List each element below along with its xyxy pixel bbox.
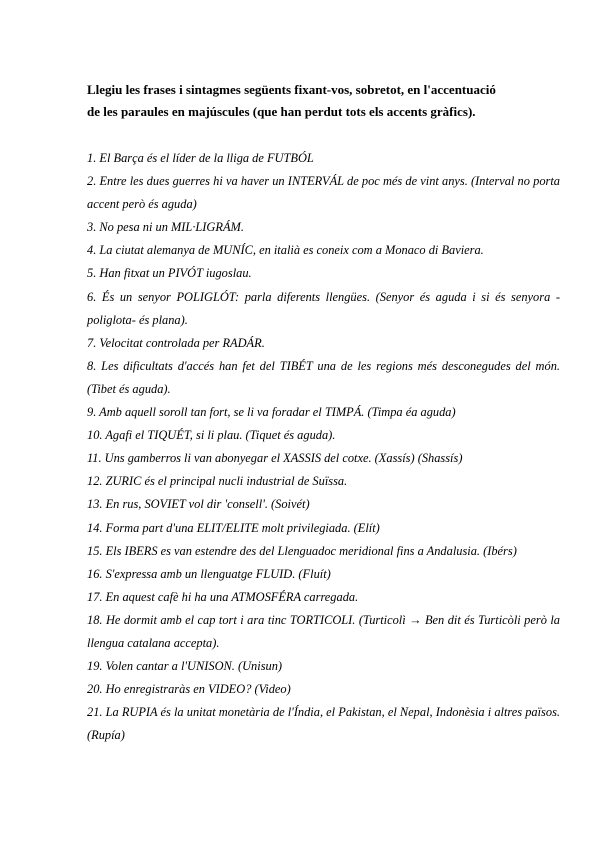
instructions-line-2: de les paraules en majúscules (que han perdut tots els accents gràfics). — [87, 104, 476, 119]
exercise-item-14: 14. Forma part d'una ELIT/ELITE molt privilegiada. (Elít) — [87, 520, 380, 535]
exercise-item-8: 8. Les dificultats d'accés han fet del TIBÉT una de les regions més desconegudes del món. (Tibet és aguda). — [87, 358, 560, 396]
exercise-item-13: 13. En rus, SOVIET vol dir 'consell'. (Soivét) — [87, 497, 310, 512]
exercise-item-12: 12. ZURIC és el principal nucli industrial de Suïssa. — [87, 474, 348, 489]
exercise-item-20: 20. Ho enregistraràs en VIDEO? (Video) — [87, 682, 291, 697]
exercise-item-10: 10. Agafi el TIQUÉT, si li plau. (Tiquet és aguda). — [87, 428, 336, 443]
exercise-item-15: 15. Els IBERS es van estendre des del Llenguadoc meridional fins a Andalusia. (Ibérs) — [87, 543, 517, 558]
exercise-item-19: 19. Volen cantar a l'UNISON. (Unisun) — [87, 659, 283, 674]
exercise-item-3: 3. No pesa ni un MIL·LIGRÁM. — [87, 220, 244, 235]
exercise-item-9: 9. Amb aquell soroll tan fort, se li va foradar el TIMPÁ. (Timpa éa aguda) — [87, 405, 456, 420]
exercise-list — [87, 147, 560, 747]
exercise-item-6: 6. És un senyor POLIGLÓT: parla diferents llengües. (Senyor és aguda i si és senyora -poliglota- és plana). — [87, 289, 560, 327]
exercise-item-1: 1. El Barça és el líder de la lliga de FUTBÓL — [87, 151, 314, 165]
exercise-item-7: 7. Velocitat controlada per RADÁR. — [87, 335, 265, 350]
exercise-item-2: 2. Entre les dues guerres hi va haver un INTERVÁL de poc més de vint anys. (Interval no porta accent però és aguda) — [87, 174, 560, 212]
exercise-item-21: 21. La RUPIA és la unitat monetària de l'Índia, el Pakistan, el Nepal, Indonèsia i altres països. (Rupía) — [87, 705, 560, 743]
instructions-line-1: Llegiu les frases i sintagmes següents fixant-vos, sobretot, en l'accentuació — [87, 82, 496, 97]
instructions-heading — [87, 79, 557, 123]
exercise-item-5: 5. Han fitxat un PIVÓT iugoslau. — [87, 266, 252, 281]
exercise-item-17: 17. En aquest cafè hi ha una ATMOSFÉRA carregada. — [87, 589, 359, 604]
exercise-item-18: 18. He dormit amb el cap tort i ara tinc TORTICOLI. (Turticolì → Ben dit és Turticòli però la llengua catalana accepta). — [87, 612, 560, 650]
exercise-item-16: 16. S'expressa amb un llenguatge FLUID. (Fluít) — [87, 566, 331, 581]
exercise-item-11: 11. Uns gamberros li van abonyegar el XASSIS del cotxe. (Xassís) (Shassís) — [87, 451, 463, 466]
exercise-item-4: 4. La ciutat alemanya de MUNÍC, en italià es coneix com a Monaco di Baviera. — [87, 243, 484, 258]
